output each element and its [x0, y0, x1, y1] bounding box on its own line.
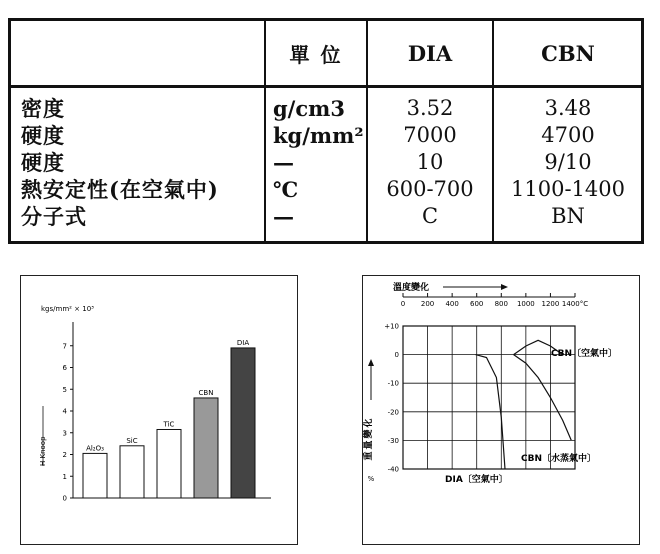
x-tick-label: 800 — [494, 300, 508, 308]
y-tick-label: 2 — [62, 451, 67, 459]
plot-frame — [403, 326, 575, 469]
table-cell: 3.52 — [406, 96, 454, 120]
table-cell: kg/mm² — [273, 123, 364, 148]
y-axis-unit: kgs/mm² × 10³ — [41, 305, 94, 313]
bar-4 — [231, 348, 255, 498]
y-tick-label: -10 — [387, 379, 399, 388]
bar-2 — [157, 429, 181, 498]
hardness-bar-chart — [21, 276, 299, 546]
bar-label: TiC — [163, 420, 175, 429]
header-dia: DIA — [407, 40, 453, 66]
y-tick-label: -20 — [387, 408, 399, 417]
y-axis-arrowhead — [368, 359, 374, 366]
y-tick-label: 6 — [62, 364, 67, 372]
bar-0 — [83, 453, 107, 498]
x-tick-label: 200 — [420, 300, 435, 308]
bar-label: Al₂O₃ — [86, 444, 104, 453]
y-tick-label: 3 — [62, 429, 67, 438]
weight-change-line-chart — [363, 276, 641, 546]
table-cell: 9/10 — [544, 150, 592, 174]
table-header-rule — [11, 85, 641, 88]
bar-1 — [120, 446, 144, 498]
y-axis-label-char: 重 — [364, 451, 374, 461]
table-cell: C — [421, 204, 439, 228]
x-tick-label: 1400°C — [561, 300, 589, 308]
y-tick-label: +10 — [384, 322, 399, 331]
header-cbn: CBN — [541, 40, 595, 66]
table-cell: 硬度 — [21, 150, 65, 175]
header-unit: 單 位 — [289, 42, 343, 67]
y-axis-label-char: 量 — [364, 440, 374, 450]
weight-change-chart-panel — [362, 275, 640, 545]
y-axis-unit: % — [367, 475, 375, 483]
x-tick-label: 0 — [400, 300, 406, 308]
table-cell: — — [273, 150, 294, 175]
y-ticks — [63, 342, 73, 502]
table-cell: 分子式 — [21, 204, 87, 229]
table-cell: 10 — [416, 150, 444, 174]
dia-column — [368, 95, 492, 230]
y-tick-label: 0 — [394, 351, 399, 360]
table-cell: 密度 — [21, 96, 65, 121]
x-tick-label: 1200 — [541, 300, 560, 308]
table-cell: 4700 — [541, 123, 595, 147]
property-column — [21, 95, 261, 230]
table-cell: 1100-1400 — [511, 177, 625, 201]
x-tick-label: 400 — [445, 300, 459, 308]
x-tick-label: 600 — [470, 300, 484, 308]
y-tick-label: 4 — [62, 407, 67, 416]
table-cell: 熱安定性(在空氣中) — [21, 177, 219, 202]
cbn-column — [494, 95, 642, 230]
table-cell: 7000 — [403, 123, 457, 147]
unit-column — [273, 95, 365, 230]
y-tick-label: -30 — [387, 436, 399, 445]
y-tick-label: 5 — [62, 385, 67, 394]
bar-label: DIA — [236, 338, 250, 347]
y-tick-label: -40 — [387, 465, 399, 474]
bar-label: CBN — [198, 388, 214, 397]
series-label: DIA〔空氣中〕 — [445, 475, 508, 485]
y-axis-label-char: 化 — [364, 418, 374, 428]
bar-3 — [194, 398, 218, 498]
series-label: CBN〔水蒸氣中〕 — [521, 454, 596, 464]
table-cell: g/cm3 — [273, 96, 345, 121]
y-axis-side-label: H Knoop — [39, 436, 47, 466]
hardness-chart-panel — [20, 275, 298, 545]
y-tick-label: 1 — [62, 472, 67, 481]
table-cell: ℃ — [273, 177, 299, 202]
y-tick-label: 7 — [62, 342, 67, 351]
table-cell: 3.48 — [544, 96, 592, 120]
x-axis-arrowhead — [501, 284, 508, 290]
x-tick-label: 1000 — [516, 300, 535, 308]
y-axis-label-char: 變 — [364, 429, 374, 439]
bar-label: SiC — [126, 436, 138, 445]
series-label: CBN〔空氣中〕 — [551, 349, 617, 359]
y-tick-label: 0 — [62, 494, 67, 503]
table-cell: — — [273, 204, 294, 229]
table-cell: 600-700 — [386, 177, 474, 201]
x-axis-title: 溫度變化 — [393, 283, 430, 293]
table-cell: BN — [551, 204, 585, 228]
table-cell: 硬度 — [21, 123, 65, 148]
property-table — [8, 18, 644, 244]
header-property — [11, 21, 264, 85]
series-line-1 — [514, 355, 572, 441]
